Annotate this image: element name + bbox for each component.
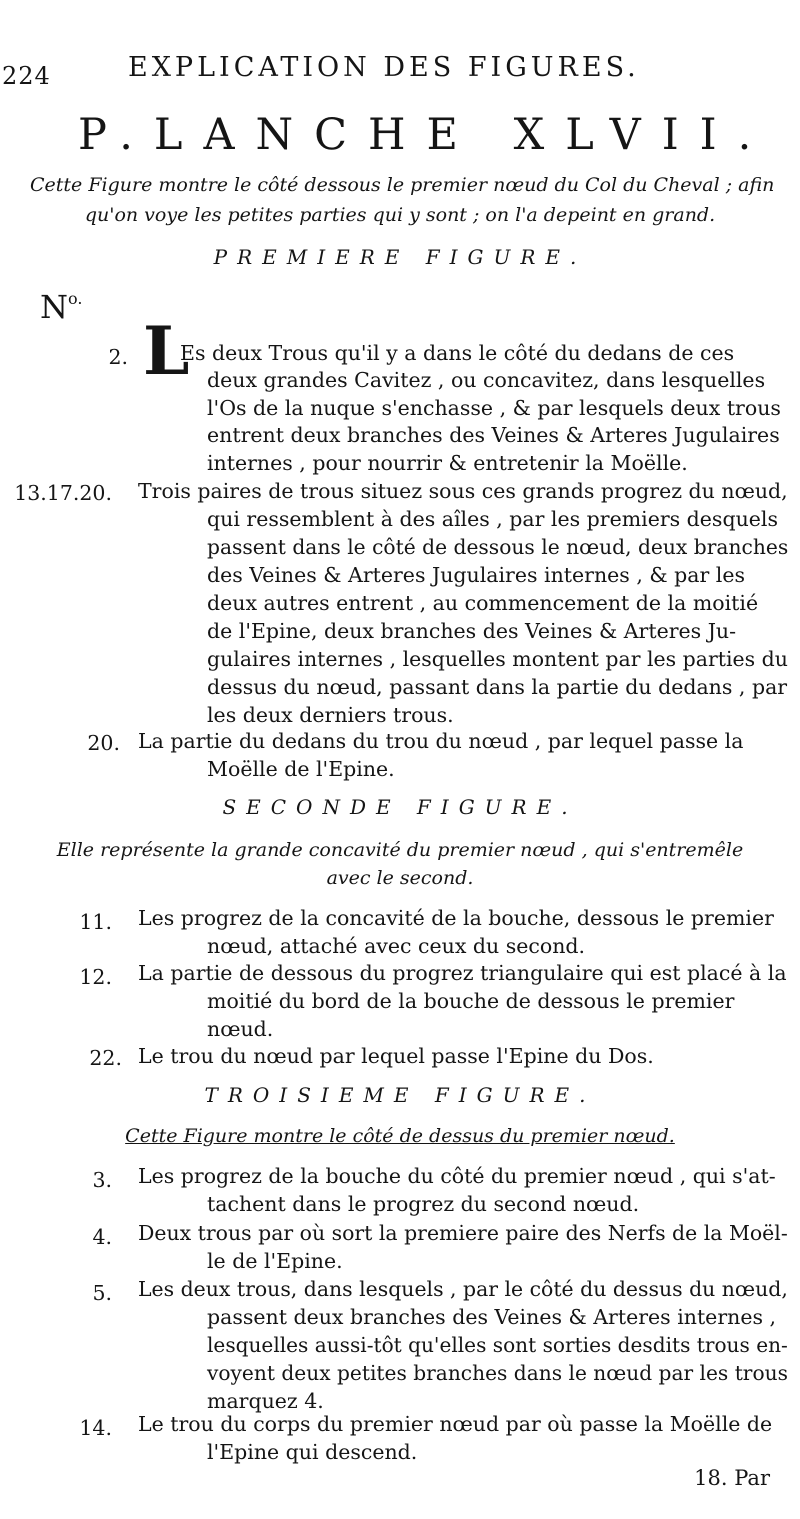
no-superscript: o. xyxy=(68,289,83,308)
catchword: 18. Par xyxy=(694,1466,770,1490)
figure-2-subtitle-1: Elle représente la grande concavité du premier nœud , qui s'entremêle xyxy=(56,839,744,861)
entry-line: dessus du nœud, passant dans la partie du dedans , par xyxy=(207,675,788,699)
entry-line: deux grandes Cavitez , ou concavitez, dans lesquelles xyxy=(207,368,766,392)
entry-line: Les deux trous, dans lesquels , par le côté du dessus du nœud, xyxy=(138,1277,788,1301)
entry-line: passent dans le côté de dessous le nœud, deux branches xyxy=(207,535,789,559)
entry-line: l'Epine qui descend. xyxy=(207,1440,418,1464)
figure-3-subtitle: Cette Figure montre le côté de dessus du premier nœud. xyxy=(125,1125,675,1147)
entry-line: lesquelles aussi-tôt qu'elles sont sorties desdits trous en- xyxy=(207,1333,788,1357)
entry-number: 20. xyxy=(87,731,120,755)
no-label: N xyxy=(40,288,68,326)
figure-2-heading: SECONDE FIGURE. xyxy=(222,795,578,819)
figure-3-heading: TROISIEME FIGURE. xyxy=(204,1083,596,1107)
entry-line: Les progrez de la concavité de la bouche, dessous le premier xyxy=(138,906,774,930)
entry-line: nœud, attaché avec ceux du second. xyxy=(207,934,586,958)
entry-number: 4. xyxy=(92,1225,112,1249)
entry-line: Le trou du corps du premier nœud par où passe la Moëlle de xyxy=(138,1412,773,1436)
entry-number: 2. xyxy=(108,345,128,369)
entry-line: Le trou du nœud par lequel passe l'Epine du Dos. xyxy=(138,1044,654,1068)
entry-line: le de l'Epine. xyxy=(207,1249,343,1273)
entry-number: 14. xyxy=(79,1416,112,1440)
entry-number: 12. xyxy=(79,965,112,989)
intro-line-2: qu'on voye les petites parties qui y sont ; on l'a depeint en grand. xyxy=(84,204,716,226)
entry-line: moitié du bord de la bouche de dessous le premier xyxy=(207,989,735,1013)
number-label xyxy=(40,288,82,326)
entry-line: voyent deux petites branches dans le nœud par les trous xyxy=(207,1361,788,1385)
entry-line: internes , pour nourrir & entretenir la Moëlle. xyxy=(207,451,688,475)
intro-line-1: Cette Figure montre le côté dessous le premier nœud du Col du Cheval ; afin xyxy=(30,174,775,196)
entry-line: entrent deux branches des Veines & Arteres Jugulaires xyxy=(207,423,780,447)
entry-line: Les progrez de la bouche du côté du premier nœud , qui s'at- xyxy=(138,1164,776,1188)
page-number: 224 xyxy=(2,62,51,90)
entry-line: passent deux branches des Veines & Arteres internes , xyxy=(207,1305,777,1329)
entry-line: La partie du dedans du trou du nœud , par lequel passe la xyxy=(138,729,744,753)
entry-line: Deux trous par où sort la premiere paire des Nerfs de la Moël- xyxy=(138,1221,788,1245)
entry-number: 22. xyxy=(89,1046,122,1070)
entry-line: qui ressemblent à des aîles , par les premiers desquels xyxy=(207,507,778,531)
entry-number: 3. xyxy=(92,1168,112,1192)
entry-line: les deux derniers trous. xyxy=(207,703,454,727)
entry-line: gulaires internes , lesquelles montent par les parties du xyxy=(207,647,788,671)
entry-line: La partie de dessous du progrez triangulaire qui est placé à la xyxy=(138,961,787,985)
entry-line: deux autres entrent , au commencement de la moitié xyxy=(207,591,759,615)
entry-line: de l'Epine, deux branches des Veines & Arteres Ju- xyxy=(207,619,737,643)
figure-2-subtitle-2: avec le second. xyxy=(326,867,474,889)
plate-title: P.LANCHE XLVII. xyxy=(78,110,773,160)
entry-line: Moëlle de l'Epine. xyxy=(207,757,395,781)
entry-line: Es deux Trous qu'il y a dans le côté du dedans de ces xyxy=(180,341,735,365)
entry-line: Trois paires de trous situez sous ces grands progrez du nœud, xyxy=(138,479,788,503)
entry-number: 13.17.20. xyxy=(14,481,112,505)
figure-1-heading: PREMIERE FIGURE. xyxy=(213,245,587,269)
entry-line: l'Os de la nuque s'enchasse , & par lesquels deux trous xyxy=(207,396,781,420)
drop-cap: L xyxy=(143,312,190,390)
entry-line: marquez 4. xyxy=(207,1389,324,1413)
running-title: EXPLICATION DES FIGURES. xyxy=(128,52,640,83)
entry-line: nœud. xyxy=(207,1017,274,1041)
entry-line: tachent dans le progrez du second nœud. xyxy=(207,1192,640,1216)
entry-line: des Veines & Arteres Jugulaires internes , & par les xyxy=(207,563,745,587)
entry-number: 11. xyxy=(79,910,112,934)
entry-number: 5. xyxy=(92,1281,112,1305)
